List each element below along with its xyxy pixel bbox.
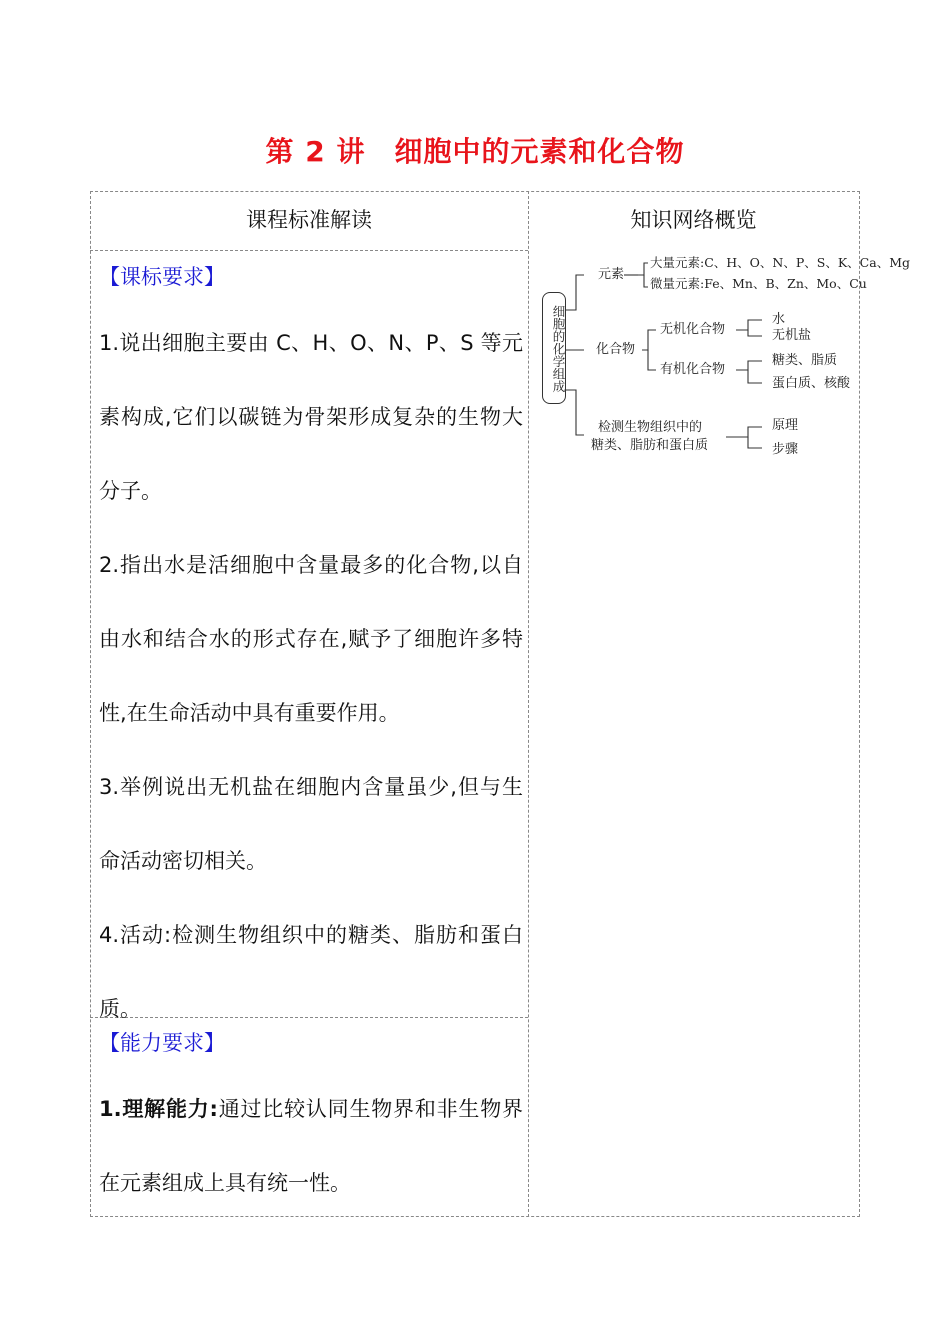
diagram-compounds-node: 化合物 [596,342,636,357]
diagram-elements-node: 元素 [598,267,625,282]
left-column-header: 课程标准解读 [246,208,372,232]
diagram-steps: 步骤 [772,442,799,457]
diagram-macro-elements: 大量元素:C、H、O、N、P、S、K、Ca、Mg [650,255,910,270]
standard-item: 4.活动:检测生物组织中的糖类、脂肪和蛋白质。 [99,923,523,1021]
diagram-detection-line1: 检测生物组织中的 [598,420,703,435]
standards-section [99,262,523,292]
diagram-water: 水 [772,312,786,327]
diagram-root-label: 细胞的化学组成 [551,305,566,393]
page-title: 第 2 讲 细胞中的元素和化合物 [265,135,685,168]
ability-item-text: 通过比较认同生物界和非生物界在元素组成上具有统一性。 [99,1097,523,1195]
standards-list [99,306,523,1046]
ability-item-lead: 1.理解能力: [99,1097,218,1121]
diagram-organic-node: 有机化合物 [660,362,726,377]
standard-item: 1.说出细胞主要由 C、H、O、N、P、S 等元素构成,它们以碳链为骨架形成复杂的生物大分子。 [99,331,523,503]
right-column-header: 知识网络概览 [630,208,757,232]
diagram-detection-line2: 糖类、脂肪和蛋白质 [591,438,709,453]
ability-heading: 【能力要求】 [99,1031,225,1055]
diagram-principle: 原理 [772,418,799,433]
ability-item [99,1072,523,1220]
diagram-inorganic-salt: 无机盐 [772,328,812,343]
standard-item: 3.举例说出无机盐在细胞内含量虽少,但与生命活动密切相关。 [99,775,523,873]
standard-item: 2.指出水是活细胞中含量最多的化合物,以自由水和结合水的形式存在,赋予了细胞许多特性,在生命活动中具有重要作用。 [99,553,523,725]
diagram-inorganic-node: 无机化合物 [660,322,726,337]
knowledge-network-diagram [536,250,910,465]
diagram-sugar-lipid: 糖类、脂质 [772,353,838,368]
standards-heading: 【课标要求】 [99,265,225,289]
ability-list [99,1072,523,1220]
ability-section [99,1028,523,1058]
diagram-protein-nucleic-acid: 蛋白质、核酸 [772,376,851,391]
diagram-micro-elements: 微量元素:Fe、Mn、B、Zn、Mo、Cu [650,276,867,291]
diagram-root-box [542,292,566,404]
